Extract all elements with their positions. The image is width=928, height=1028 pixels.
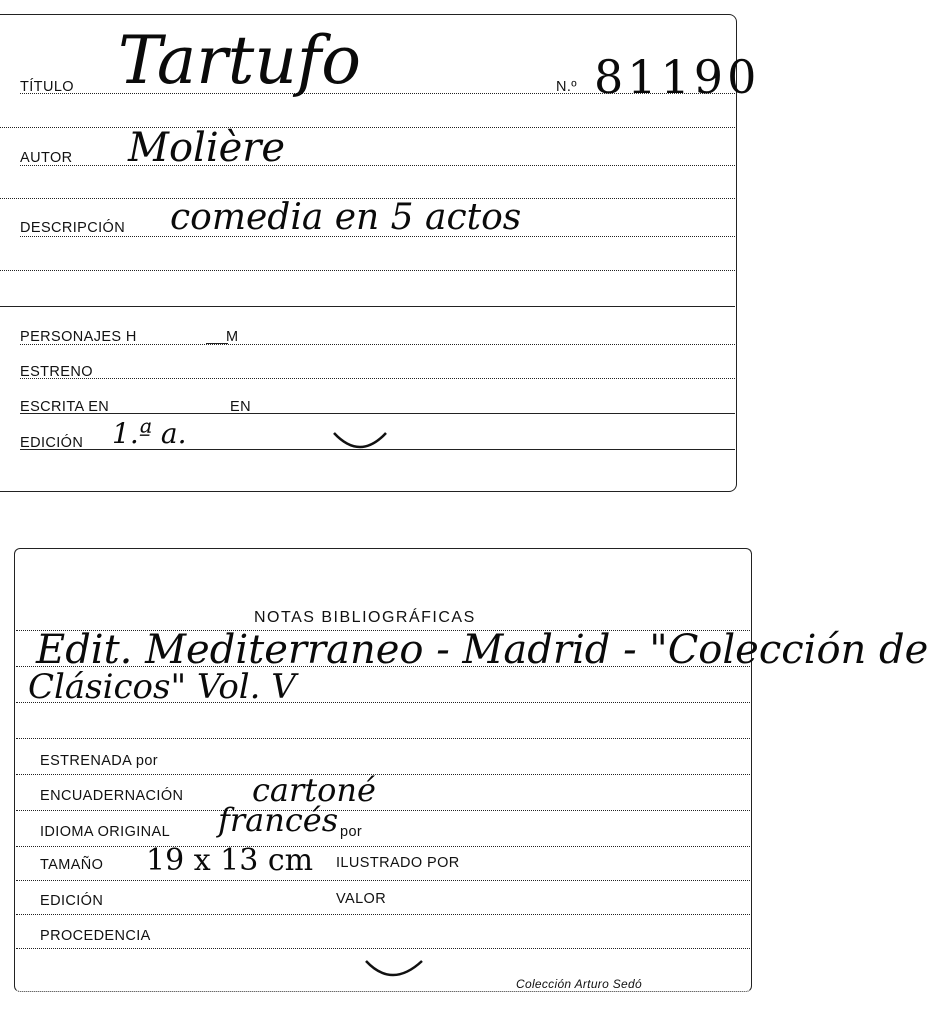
provenance-label: PROCEDENCIA: [40, 928, 151, 944]
premiered-by-label: ESTRENADA por: [40, 753, 159, 769]
size-value: 19 x 13 cm: [146, 843, 314, 878]
title-label: TÍTULO: [20, 79, 74, 95]
author-value: Molière: [128, 125, 286, 171]
author-label: AUTOR: [20, 150, 73, 166]
description-label: DESCRIPCIÓN: [20, 220, 126, 236]
rule-line: [16, 846, 750, 847]
rule-line: [16, 880, 750, 881]
bibliographic-notes-heading: NOTAS BIBLIOGRÁFICAS: [254, 609, 476, 626]
value-label: VALOR: [336, 891, 387, 907]
binding-value: cartoné: [252, 771, 376, 809]
translated-by-label: por: [340, 824, 363, 840]
description-value: comedia en 5 actos: [170, 197, 522, 238]
rule-line: [16, 914, 750, 915]
premiere-label: ESTRENO: [20, 364, 93, 380]
blank-underline: [206, 343, 228, 344]
edition-value: 1.ª a.: [112, 417, 187, 450]
edition-label: EDICIÓN: [20, 435, 84, 451]
rule-line: [0, 306, 735, 307]
rule-line: [20, 413, 735, 414]
size-label: TAMAÑO: [40, 857, 104, 873]
rule-line: [16, 738, 750, 739]
rule-line: [0, 270, 735, 271]
binding-hole-mark: [330, 425, 390, 453]
rule-line: [16, 948, 750, 949]
rule-line: [16, 810, 750, 811]
binding-label: ENCUADERNACIÓN: [40, 788, 184, 804]
notes-line-2: Clásicos" Vol. V: [28, 667, 296, 707]
written-in-label: ESCRITA EN: [20, 399, 110, 415]
binding-hole-mark: [362, 955, 426, 983]
original-language-value: francés: [218, 801, 339, 839]
characters-h-label: PERSONAJES H: [20, 329, 137, 345]
rule-line: [16, 774, 750, 775]
rule-line: [0, 127, 735, 128]
edition-back-label: EDICIÓN: [40, 893, 104, 909]
collection-footer: Colección Arturo Sedó: [516, 977, 642, 991]
characters-m-label: M: [226, 329, 239, 345]
illustrated-by-label: ILUSTRADO POR: [336, 855, 460, 871]
number-value: 81190: [594, 50, 761, 104]
title-value: Tartufo: [118, 22, 361, 99]
rule-line: [20, 378, 735, 379]
notes-line-1: Edit. Mediterraneo - Madrid - "Colección de: [36, 627, 928, 673]
original-language-label: IDIOMA ORIGINAL: [40, 824, 171, 840]
number-label: N.º: [556, 79, 577, 95]
written-en-label: EN: [230, 399, 251, 415]
